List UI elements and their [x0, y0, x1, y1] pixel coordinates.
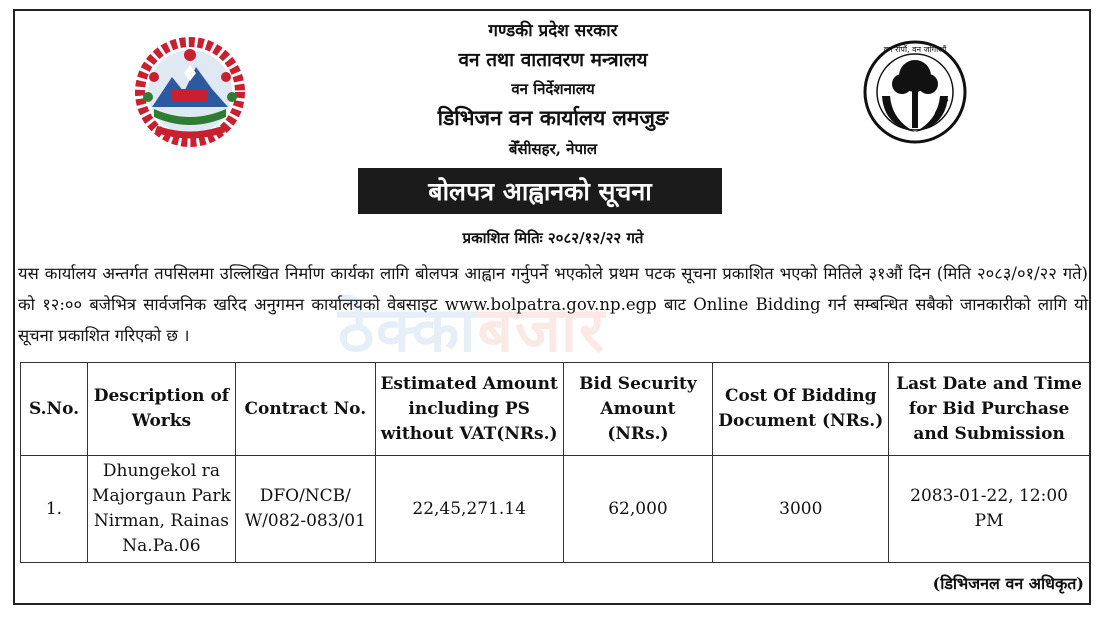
published-date: प्रकाशित मितिः २०८२/१२/२२ गते — [462, 229, 644, 247]
col-last-date: Last Date and Time for Bid Purchase and Submission — [889, 363, 1090, 456]
cell-bid-security: 62,000 — [563, 456, 713, 563]
header-office: डिभिजन वन कार्यालय लमजुङ — [437, 105, 669, 130]
col-bid-security: Bid Security Amount (NRs.) — [563, 363, 713, 456]
table-row — [21, 456, 1090, 563]
col-doc-cost: Cost Of Bidding Document (NRs.) — [713, 363, 889, 456]
table-header-row — [21, 363, 1090, 456]
header-directorate: वन निर्देशनालय — [511, 80, 595, 98]
notice-body: यस कार्यालय अन्तर्गत तपसिलमा उल्लिखित निर्माण कार्यका लागि बोलपत्र आह्वान गर्नुपर्ने भएकोले प्रथम पटक सूचना प्रकाशित भएको मितिले ३१औं दिन (मिति २०८३/०१/२२ गते) को १२:०० बजेभित्र सार्वजनिक खरिद अनुगमन कार्यालयको वेबसाइट www.bolpatra.gov.np.egp बाट Online Bidding गर्न सम्बन्धित सबैको जानकारीको लागि यो सूचना प्रकाशित गरिएको छ । — [18, 264, 1088, 345]
watermark-part1: ठेक्का — [338, 293, 478, 366]
cell-estimated-amount: 22,45,271.14 — [375, 456, 563, 563]
header-ministry: वन तथा वातावरण मन्त्रालय — [458, 49, 648, 71]
header-address: बेँसीसहर, नेपाल — [508, 140, 598, 158]
notice-title: बोलपत्र आह्वानको सूचना — [358, 168, 722, 214]
watermark-part2: बजार — [477, 293, 607, 366]
cell-doc-cost: 3000 — [713, 456, 889, 563]
emblem-motto: वन रोपौं, वन जोगाऔं — [883, 45, 947, 54]
cell-description: Dhungekol ra Majorgaun Park Nirman, Rainas Na.Pa.06 — [87, 456, 235, 563]
cell-sno: 1. — [21, 456, 88, 563]
cell-contract-no: DFO/NCB/ W/082-083/01 — [235, 456, 375, 563]
col-estimated-amount: Estimated Amount including PS without VAT(NRs.) — [375, 363, 563, 456]
tender-table — [20, 362, 1090, 563]
signature: (डिभिजनल वन अधिकृत) — [932, 574, 1084, 593]
watermark — [338, 286, 606, 370]
col-description: Description of Works — [87, 363, 235, 456]
col-contract-no: Contract No. — [235, 363, 375, 456]
header-province: गण्डकी प्रदेश सरकार — [488, 21, 618, 41]
col-sno: S.No. — [21, 363, 88, 456]
cell-last-date: 2083-01-22, 12:00 PM — [889, 456, 1090, 563]
